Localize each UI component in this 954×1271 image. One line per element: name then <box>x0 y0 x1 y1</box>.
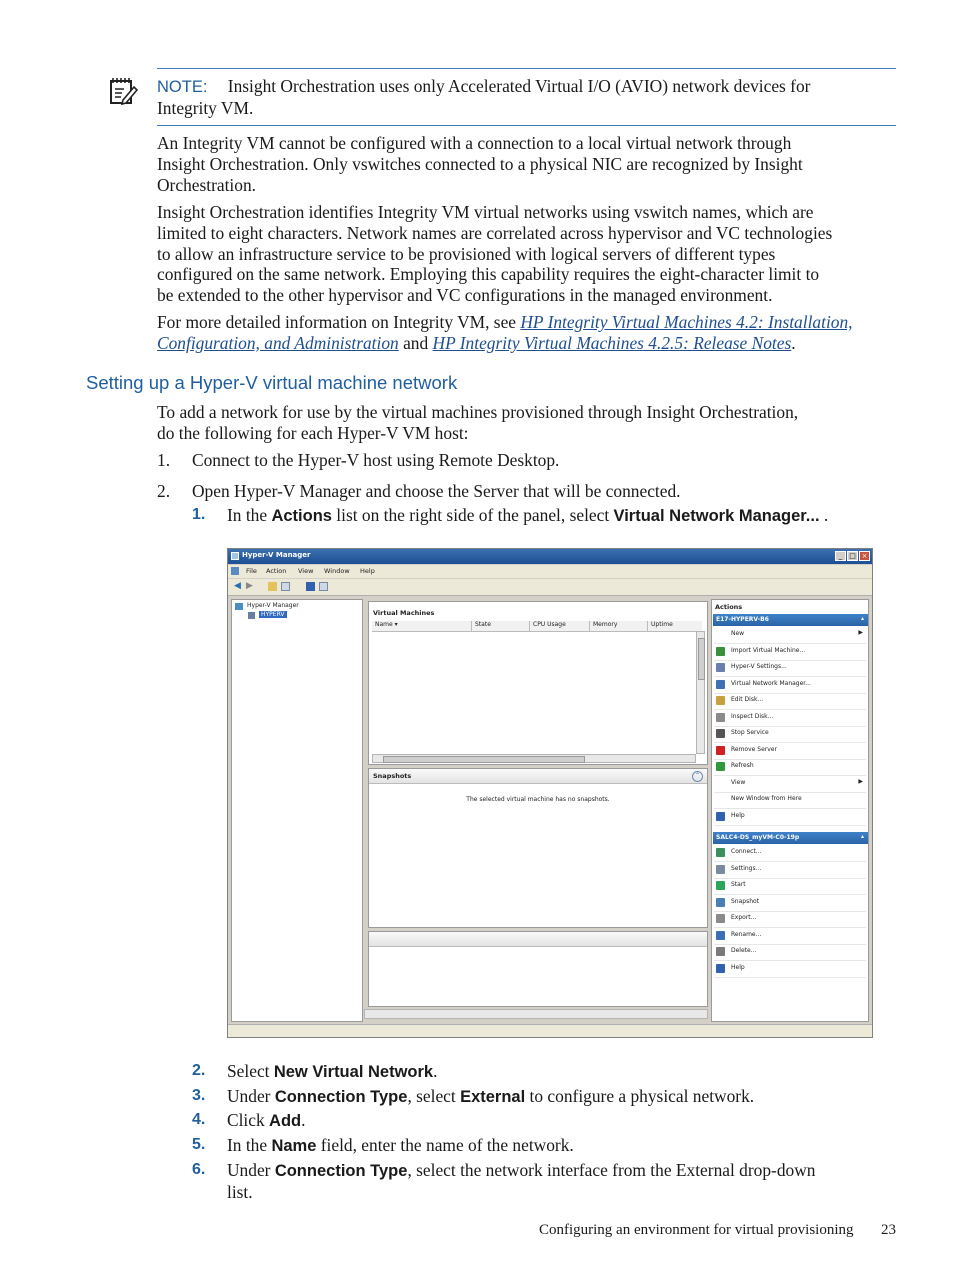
page-number: 23 <box>881 1222 896 1238</box>
paragraph-references <box>157 312 902 354</box>
status-bar <box>228 1024 872 1038</box>
actions-pane <box>711 599 869 1022</box>
step-number: 2. <box>157 481 171 501</box>
text-span: Select <box>227 1061 274 1081</box>
action-delete[interactable] <box>714 944 866 961</box>
text-span: Under <box>227 1160 275 1180</box>
server-icon <box>248 612 255 619</box>
action-help[interactable] <box>714 961 866 978</box>
text-line: configured on the same network. Employing this capability requires the eight-character limit to <box>157 264 820 285</box>
action-label: Snapshot <box>731 897 760 905</box>
column-name[interactable] <box>372 621 472 631</box>
action-label: View <box>731 778 746 786</box>
snapshot-icon <box>716 898 725 907</box>
text-span: In the <box>227 1135 272 1155</box>
action-label: Rename... <box>731 930 762 938</box>
column-label: Name <box>375 621 393 628</box>
toolbar <box>228 579 872 596</box>
close-button[interactable]: × <box>859 551 870 561</box>
blank-icon <box>716 630 725 639</box>
console-tree <box>231 599 363 1022</box>
paragraph-avio <box>157 133 902 195</box>
menu-bar <box>228 565 872 578</box>
substep-number: 2. <box>192 1062 206 1079</box>
delete-icon <box>716 947 725 956</box>
help-icon[interactable] <box>306 582 315 591</box>
host-group-label: E17-HYPERV-B6 <box>716 616 769 623</box>
snapshots-header-bar <box>369 769 707 784</box>
action-label: Delete... <box>731 947 757 954</box>
snapshots-empty-message: The selected virtual machine has no snapshots. <box>466 796 610 803</box>
text-span: . <box>819 505 829 525</box>
action-edit-disk[interactable] <box>714 693 866 710</box>
action-help[interactable] <box>714 809 866 826</box>
ui-term: Virtual Network Manager... <box>613 507 820 525</box>
action-label: Export... <box>731 914 757 921</box>
action-label: Stop Service <box>731 729 769 736</box>
action-settings[interactable] <box>714 862 866 879</box>
action-new[interactable] <box>714 627 866 644</box>
action-label: Start <box>731 881 746 888</box>
action-view[interactable] <box>714 776 866 793</box>
paragraph-vswitch <box>157 202 902 306</box>
action-connect[interactable] <box>714 845 866 862</box>
vm-vertical-scrollbar[interactable] <box>696 631 705 754</box>
ui-term: External <box>460 1088 526 1106</box>
note-top-rule <box>157 68 896 69</box>
action-label: Inspect Disk... <box>731 712 774 720</box>
ui-term: Add <box>269 1112 302 1130</box>
scroll-thumb[interactable] <box>698 638 705 680</box>
action-label: Virtual Network Manager... <box>731 679 811 687</box>
column-cpu-usage[interactable]: CPU Usage <box>530 621 590 631</box>
link-installation-guide[interactable]: HP Integrity Virtual Machines 4.2: Installation, <box>520 312 853 332</box>
hyperv-manager-screenshot <box>227 548 873 1038</box>
action-label: Connect... <box>731 848 762 855</box>
action-new-window-from-here[interactable] <box>714 792 866 809</box>
text-line: Insight Orchestration. Only vswitches connected to a physical NIC are recognized by Insight <box>157 153 803 174</box>
menu-app-icon <box>231 567 239 575</box>
text-span: . <box>301 1110 306 1130</box>
submenu-arrow-icon: ▶ <box>858 629 863 636</box>
section-heading: Setting up a Hyper-V virtual machine network <box>86 372 458 393</box>
import-icon <box>716 647 725 656</box>
column-state[interactable]: State <box>472 621 530 631</box>
text-span: to configure a physical network. <box>525 1086 755 1106</box>
action-refresh[interactable] <box>714 759 866 776</box>
action-start[interactable] <box>714 878 866 895</box>
center-horizontal-scrollbar[interactable] <box>364 1009 708 1019</box>
action-rename[interactable] <box>714 928 866 945</box>
vm-group-label: SALC4-DS_myVM-C0-19p <box>716 834 800 841</box>
help-icon <box>716 964 725 973</box>
substep-number: 1. <box>192 506 206 523</box>
link-installation-guide-cont[interactable]: Configuration, and Administration <box>157 332 399 353</box>
snapshots-pane <box>368 768 708 928</box>
text-span: Click <box>227 1110 270 1130</box>
text-span: field, enter the name of the network. <box>316 1135 574 1155</box>
blank-icon <box>716 779 725 788</box>
remove-icon <box>716 746 725 755</box>
substep-number: 3. <box>192 1087 206 1104</box>
text-span: For more detailed information on Integrity VM, see <box>157 312 521 332</box>
submenu-arrow-icon: ▶ <box>858 777 863 785</box>
app-icon <box>231 552 239 560</box>
window-titlebar <box>228 549 872 564</box>
footer-title: Configuring an environment for virtual provisioning <box>538 1222 854 1238</box>
action-label: Import Virtual Machine... <box>731 646 806 654</box>
action-virtual-network-manager[interactable] <box>714 677 866 694</box>
step-text: Connect to the Hyper-V host using Remote Desktop. <box>192 450 560 470</box>
vm-action-group[interactable] <box>713 832 868 844</box>
ui-term: Connection Type <box>274 1088 408 1106</box>
menu-file[interactable]: File <box>246 567 257 575</box>
menu-view[interactable]: View <box>298 567 314 575</box>
minimize-button[interactable]: _ <box>835 551 846 561</box>
window-title: Hyper-V Manager <box>242 551 311 559</box>
actions-header: Actions <box>715 603 743 611</box>
action-export[interactable] <box>714 911 866 928</box>
up-folder-icon[interactable] <box>268 582 277 591</box>
vm-horizontal-scrollbar[interactable] <box>372 754 696 763</box>
action-label: Help <box>731 811 745 819</box>
action-label: Hyper-V Settings... <box>731 663 787 670</box>
action-label: Remove Server <box>731 745 777 753</box>
ui-term: New Virtual Network <box>273 1063 434 1081</box>
text-line: To add a network for use by the virtual machines provisioned through Insight Orchestration, <box>157 402 799 422</box>
collapse-icon[interactable]: ⌃ <box>692 771 703 782</box>
action-label: Refresh <box>731 762 754 769</box>
column-memory[interactable]: Memory <box>590 621 648 631</box>
collapse-arrow-icon: ▴ <box>860 833 864 840</box>
action-label: Edit Disk... <box>731 696 764 703</box>
action-label: New Window from Here <box>731 795 802 802</box>
virtual-machines-pane <box>368 601 708 765</box>
text-line: do the following for each Hyper-V VM host: <box>157 422 469 443</box>
text-span: Under <box>227 1086 275 1106</box>
text-span: list on the right side of the panel, select <box>331 505 614 525</box>
ui-term: Name <box>271 1137 317 1155</box>
inspect-disk-icon <box>716 713 725 722</box>
note-label: NOTE: <box>157 78 208 96</box>
text-span: and <box>398 332 433 353</box>
text-span: . <box>433 1061 438 1081</box>
show-hide-tree-icon[interactable] <box>281 582 290 591</box>
text-line: Orchestration. <box>157 174 256 195</box>
action-label: Help <box>731 963 745 971</box>
intro-paragraph <box>157 402 902 444</box>
text-span: In the <box>227 505 272 525</box>
rename-icon <box>716 931 725 940</box>
note-icon <box>108 76 138 106</box>
export-icon <box>716 914 725 923</box>
text-span: list. <box>227 1181 253 1202</box>
note-line-1: Insight Orchestration uses only Accelerated Virtual I/O (AVIO) network devices for <box>227 76 811 96</box>
start-icon <box>716 881 725 890</box>
column-uptime[interactable]: Uptime <box>651 621 673 628</box>
text-line: be extended to the other hypervisor and VC configurations in the managed environment. <box>157 285 773 306</box>
text-span: . <box>791 332 796 353</box>
link-release-notes[interactable]: HP Integrity Virtual Machines 4.2.5: Release Notes <box>432 332 792 353</box>
back-icon[interactable]: ◀ <box>234 581 241 591</box>
maximize-button[interactable]: □ <box>847 551 858 561</box>
text-line: An Integrity VM cannot be configured with a connection to a local virtual network through <box>157 133 792 153</box>
text-span: , select the network interface from the External drop-down <box>407 1160 816 1180</box>
edit-disk-icon <box>716 696 725 705</box>
note-text <box>157 76 897 119</box>
action-snapshot[interactable] <box>714 895 866 912</box>
connect-icon <box>716 848 725 857</box>
text-span: , select <box>407 1086 461 1106</box>
action-hyper-v-settings[interactable] <box>714 660 866 677</box>
note-line-2: Integrity VM. <box>157 97 254 118</box>
step-number: 1. <box>157 450 171 470</box>
host-action-group[interactable] <box>713 614 868 626</box>
text-line: Insight Orchestration identifies Integrity VM virtual networks using vswitch names, which are <box>157 202 814 222</box>
action-label: New <box>731 630 745 637</box>
action-label: Settings... <box>731 864 762 872</box>
text-line: limited to eight characters. Network names are correlated across hypervisor and VC technologies <box>157 222 833 243</box>
vm-pane-header: Virtual Machines <box>373 609 435 617</box>
ui-term: Actions <box>271 507 332 525</box>
menu-window[interactable]: Window <box>324 567 350 575</box>
action-remove-server[interactable] <box>714 743 866 760</box>
settings-icon <box>716 865 725 874</box>
menu-help[interactable]: Help <box>360 567 375 575</box>
menu-action[interactable]: Action <box>266 567 287 575</box>
snapshots-header: Snapshots <box>373 772 412 780</box>
page-footer <box>500 1222 896 1239</box>
ui-term: Connection Type <box>274 1162 408 1180</box>
refresh-icon <box>716 762 725 771</box>
substep-number: 4. <box>192 1111 206 1128</box>
action-stop-service[interactable] <box>714 726 866 743</box>
stop-icon <box>716 729 725 738</box>
substep-number: 6. <box>192 1161 206 1178</box>
tree-root-icon <box>235 603 243 610</box>
collapse-arrow-icon: ▴ <box>860 615 864 622</box>
step-text: Open Hyper-V Manager and choose the Server that will be connected. <box>192 481 681 501</box>
console-tree-icon[interactable] <box>319 582 328 591</box>
details-header-bar <box>369 932 707 947</box>
substep-number: 5. <box>192 1136 206 1153</box>
forward-icon[interactable]: ▶ <box>246 581 253 591</box>
text-line: to allow an infrastructure service to be provisioned with logical servers of different types <box>157 243 776 264</box>
tree-server[interactable]: HYPERV <box>261 611 285 618</box>
details-pane <box>368 931 708 1007</box>
h-scroll-thumb[interactable] <box>383 756 585 763</box>
blank-icon <box>716 795 725 804</box>
settings-icon <box>716 663 725 672</box>
sort-arrow-icon: ▾ <box>394 621 398 628</box>
network-icon <box>716 680 725 689</box>
action-inspect-disk[interactable] <box>714 710 866 727</box>
action-import-virtual-machine[interactable] <box>714 644 866 661</box>
tree-root[interactable]: Hyper-V Manager <box>247 602 299 609</box>
vm-column-headers <box>372 621 702 632</box>
note-bottom-rule <box>157 125 896 126</box>
help-icon <box>716 812 725 821</box>
